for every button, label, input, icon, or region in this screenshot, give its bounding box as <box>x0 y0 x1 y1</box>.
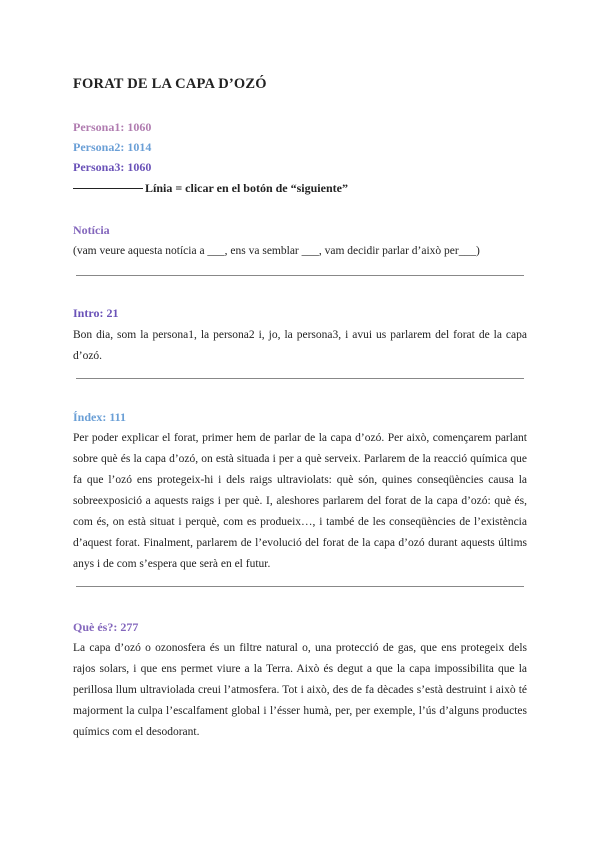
noticia-text: (vam veure aquesta notícia a ___, ens va semblar ___, vam decidir parlar d’això per___) <box>73 245 480 257</box>
document-title: FORAT DE LA CAPA D’OZÓ <box>73 76 267 92</box>
linia-text: Línia = clicar en el botón de “siguiente” <box>145 181 348 195</box>
intro-text: Bon dia, som la persona1, la persona2 i, jo, la persona3, i avui us parlarem del forat de la capa d’ozó. <box>73 329 527 362</box>
section-divider <box>76 275 524 276</box>
noticia-heading: Notícia <box>73 223 110 237</box>
index-heading: Índex: 111 <box>73 410 127 424</box>
section-divider <box>76 586 524 587</box>
que-es-heading: Què és?: 277 <box>73 620 139 634</box>
dash-line <box>73 188 143 189</box>
persona3-label: Persona3: 1060 <box>73 160 152 174</box>
intro-heading: Intro: 21 <box>73 306 119 320</box>
persona1-label: Persona1: 1060 <box>73 120 152 134</box>
index-text: Per poder explicar el forat, primer hem de parlar de la capa d’ozó. Per això, començarem parlant sobre què és la capa d’ozó, on està situada i per a què serveix. Parlarem de la reacció química que fa que l’ozó ens protegeix-hi i dels raigs ultraviolats: què són, quines conseqüències causa la sobreexposició a aquests raigs i per què. I, aleshores parlarem del forat de la capa d’ozó: què és, com és, on està situat i perquè, com es produeix…, i també de les conseqüències de l’existència d’aquest forat. Finalment, parlarem de l’evolució del forat de la capa d’ozó durant aquests últims anys i de com s’espera que serà en el futur. <box>73 432 527 570</box>
section-divider <box>76 378 524 379</box>
persona2-label: Persona2: 1014 <box>73 140 152 154</box>
linia-instruction <box>73 181 348 196</box>
que-es-text: La capa d’ozó o ozonosfera és un filtre natural o, una protecció de gas, que ens protegeix dels rajos solars, i que ens permet viure a la Terra. Això és degut a que la capa impossibilita que la perillosa llum ultraviolada creui l’atmosfera. Tot i això, des de fa dècades s’està destruint i això té majorment la culpa l’escalfament global i l’ésser humà, per, per exemple, l’ús d’alguns productes químics com el desodorant. <box>73 642 527 738</box>
